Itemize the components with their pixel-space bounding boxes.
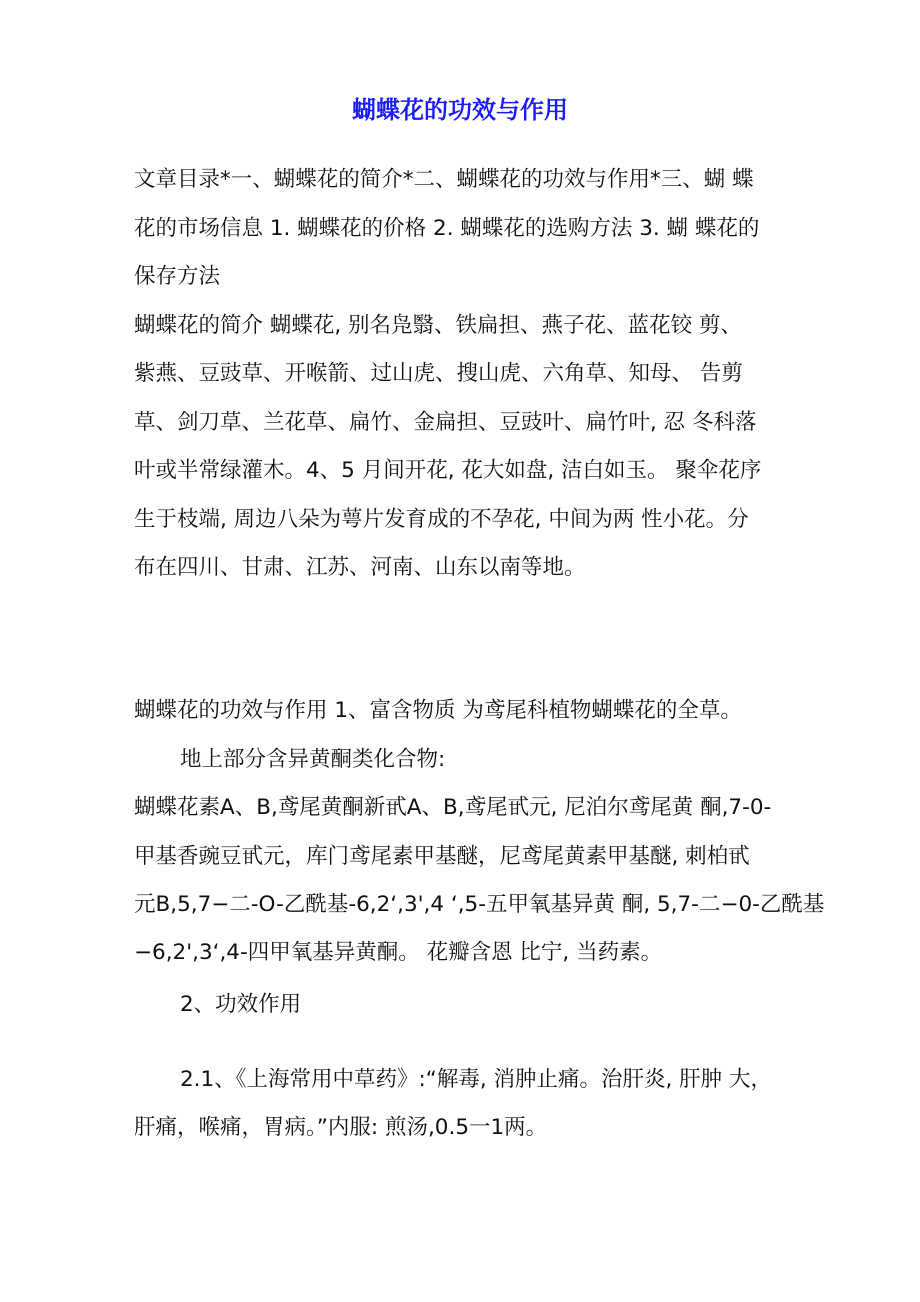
section2-heading: 2、功效作用 [180, 992, 302, 1017]
compound-line: 甲基香豌豆甙元，库门鸢尾素甲基醚，尼鸢尾黄素甲基醚, 刺柏甙 [134, 844, 750, 869]
intro-line: 草、剑刀草、兰花草、扁竹、金扁担、豆豉叶、扁竹叶, 忍 冬科落 [134, 410, 757, 435]
compound-line: −6,2',3‘,4-四甲氧基异黄酮。 花瓣含恩 比宁, 当药素。 [134, 940, 663, 965]
intro-line: 蝴蝶花的简介 蝴蝶花, 别名凫翳、铁扁担、燕子花、蓝花铰 剪、 [134, 313, 742, 338]
intro-line: 叶或半常绿灌木。4、5 月间开花, 花大如盘, 洁白如玉。 聚伞花序 [134, 458, 762, 483]
intro-line: 生于枝端, 周边八朵为萼片发育成的不孕花, 中间为两 性小花。分 [134, 507, 749, 532]
quote-line: 肝痛，喉痛，胃病。”内服: 煎汤,0.5一1两。 [134, 1115, 548, 1140]
effects-heading: 蝴蝶花的功效与作用 1、富含物质 为鸢尾科植物蝴蝶花的全草。 [134, 698, 742, 723]
compound-line: 元B,5,7−二-O-乙酰基-6,2‘,3',4 ‘,5-五甲氧基异黄 酮, 5,7-二−0-乙酰基 [134, 892, 825, 917]
toc-line: 文章目录*一、蝴蝶花的简介*二、蝴蝶花的功效与作用*三、蝴 蝶 [134, 167, 754, 192]
toc-line: 保存方法 [134, 264, 221, 289]
effects-subline: 地上部分含异黄酮类化合物: [180, 747, 446, 772]
compound-line: 蝴蝶花素A、B,鸢尾黄酮新甙A、B,鸢尾甙元, 尼泊尔鸢尾黄 酮,7-0- [134, 795, 772, 820]
intro-line: 布在四川、甘肃、江苏、河南、山东以南等地。 [134, 555, 586, 580]
quote-line: 2.1、《上海常用中草药》:“解毒, 消肿止痛。治肝炎, 肝肿 大， [180, 1067, 772, 1092]
document-title: 蝴蝶花的功效与作用 [352, 96, 568, 124]
intro-line: 紫燕、豆豉草、开喉箭、过山虎、搜山虎、六角草、知母、 告剪 [134, 361, 743, 386]
toc-line: 花的市场信息 1. 蝴蝶花的价格 2. 蝴蝶花的选购方法 3. 蝴 蝶花的 [134, 216, 760, 241]
